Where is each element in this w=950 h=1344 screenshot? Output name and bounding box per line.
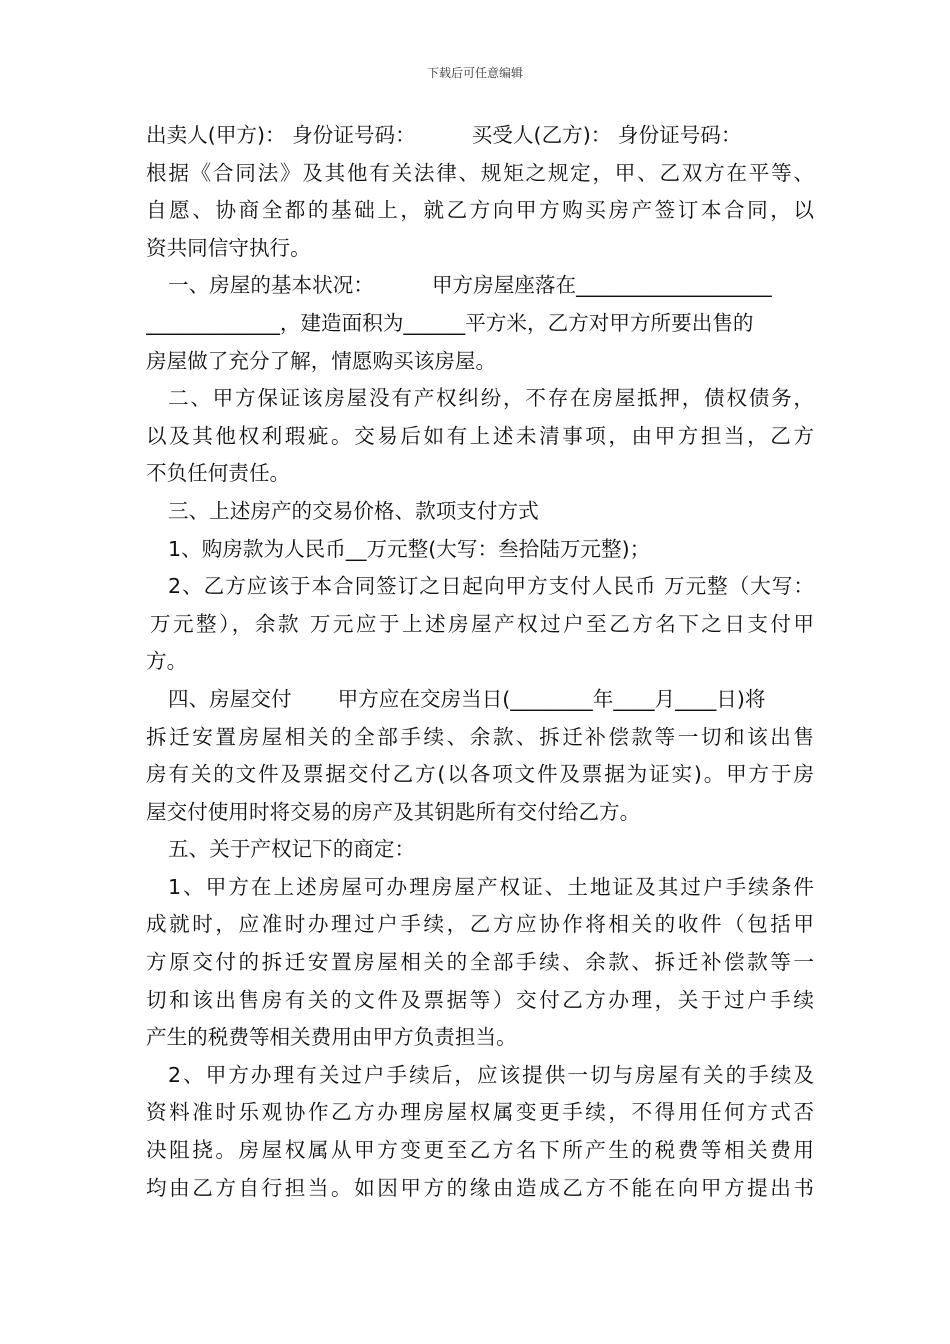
text-line xyxy=(146,794,814,832)
text-line xyxy=(146,756,814,794)
text-line xyxy=(146,982,814,1020)
text-line xyxy=(146,493,814,531)
text-line xyxy=(146,230,814,268)
text-line xyxy=(146,831,814,869)
text-segment: 万元整），余款 万元应于上述房屋产权过户至乙方名下之日支付甲 xyxy=(150,611,814,636)
text-line xyxy=(146,455,814,493)
text-segment: 买受人(乙方)： 身份证号码： xyxy=(471,123,742,147)
text-line xyxy=(146,944,814,982)
text-segment: 切和该出售房有关的文件及票据等）交付乙方办理，关于过户手续 xyxy=(146,987,814,1012)
contract-body xyxy=(146,117,814,1207)
text-segment: 一、房屋的基本状况： xyxy=(168,273,374,298)
text-segment: 五、关于产权记下的商定： xyxy=(168,837,416,862)
text-segment: 1、购房款为人民币__万元整(大写：叁拾陆万元整)； xyxy=(168,536,651,561)
text-segment: 产生的税费等相关费用由甲方负责担当。 xyxy=(146,1025,517,1050)
text-line xyxy=(146,869,814,907)
text-segment: _____________，建造面积为______平方米，乙方对甲方所要出售的 xyxy=(146,310,754,335)
text-segment: 方。 xyxy=(146,649,188,674)
text-segment: 根据《合同法》及其他有关法律、规矩之规定，甲、乙双方在平等、 xyxy=(146,160,814,185)
text-segment: 资共同信守执行。 xyxy=(146,235,311,260)
text-segment: 二、甲方保证该房屋没有产权纠纷，不存在房屋抵押，债权债务， xyxy=(168,386,814,411)
text-segment: 房有关的文件及票据交付乙方(以各项文件及票据为证实)。甲方于房 xyxy=(146,762,814,787)
text-segment: 甲方房屋座落在___________________ xyxy=(431,273,772,298)
text-line xyxy=(146,1057,814,1095)
text-segment: 屋交付使用时将交易的房产及其钥匙所有交付给乙方。 xyxy=(146,799,641,824)
text-line xyxy=(146,267,814,305)
text-segment: 三、上述房产的交易价格、款项支付方式 xyxy=(168,498,539,523)
text-segment: 以及其他权利瑕疵。交易后如有上述未清事项，由甲方担当，乙方 xyxy=(146,423,814,448)
text-segment: 成就时，应准时办理过户手续，乙方应协作将相关的收件（包括甲 xyxy=(146,912,814,937)
text-line xyxy=(146,343,814,381)
text-line xyxy=(146,155,814,193)
text-segment: 甲方应在交房当日(________年____月____日)将 xyxy=(337,686,766,711)
text-line xyxy=(146,643,814,681)
text-segment: 房屋做了充分了解，情愿购买该房屋。 xyxy=(146,348,497,373)
text-segment: 四、房屋交付 xyxy=(168,686,292,711)
text-line xyxy=(146,606,814,644)
text-segment: 不负任何责任。 xyxy=(146,461,291,486)
page-header: 下载后可任意编辑 xyxy=(426,66,523,80)
text-line xyxy=(146,117,814,155)
text-line xyxy=(146,681,814,719)
text-line xyxy=(146,568,814,606)
text-segment: 拆迁安置房屋相关的全部手续、余款、拆迁补偿款等一切和该出售 xyxy=(146,724,814,749)
text-segment: 方原交付的拆迁安置房屋相关的全部手续、余款、拆迁补偿款等一 xyxy=(146,950,814,975)
text-line xyxy=(146,906,814,944)
text-segment: 2、甲方办理有关过户手续后，应该提供一切与房屋有关的手续及 xyxy=(168,1062,814,1087)
text-segment: 1、甲方在上述房屋可办理房屋产权证、土地证及其过户手续条件 xyxy=(168,874,814,899)
text-segment: 2、乙方应该于本合同签订之日起向甲方支付人民币 万元整（大写： xyxy=(168,574,814,599)
text-segment: 决阻挠。房屋权属从甲方变更至乙方名下所产生的税费等相关费用 xyxy=(146,1138,814,1163)
text-line xyxy=(146,1170,814,1208)
text-segment: 出卖人(甲方)： 身份证号码： xyxy=(146,123,416,147)
text-line xyxy=(146,1094,814,1132)
text-line xyxy=(146,418,814,456)
text-line xyxy=(146,531,814,569)
text-line xyxy=(146,1132,814,1170)
text-segment: 资料准时乐观协作乙方办理房屋权属变更手续，不得用任何方式否 xyxy=(146,1100,814,1125)
text-line xyxy=(146,719,814,757)
text-line xyxy=(146,305,814,343)
text-line xyxy=(146,192,814,230)
text-line xyxy=(146,380,814,418)
text-line xyxy=(146,1019,814,1057)
text-segment: 均由乙方自行担当。如因甲方的缘由造成乙方不能在向甲方提出书 xyxy=(146,1175,814,1200)
text-segment: 自愿、协商全都的基础上，就乙方向甲方购买房产签订本合同，以 xyxy=(146,198,814,223)
